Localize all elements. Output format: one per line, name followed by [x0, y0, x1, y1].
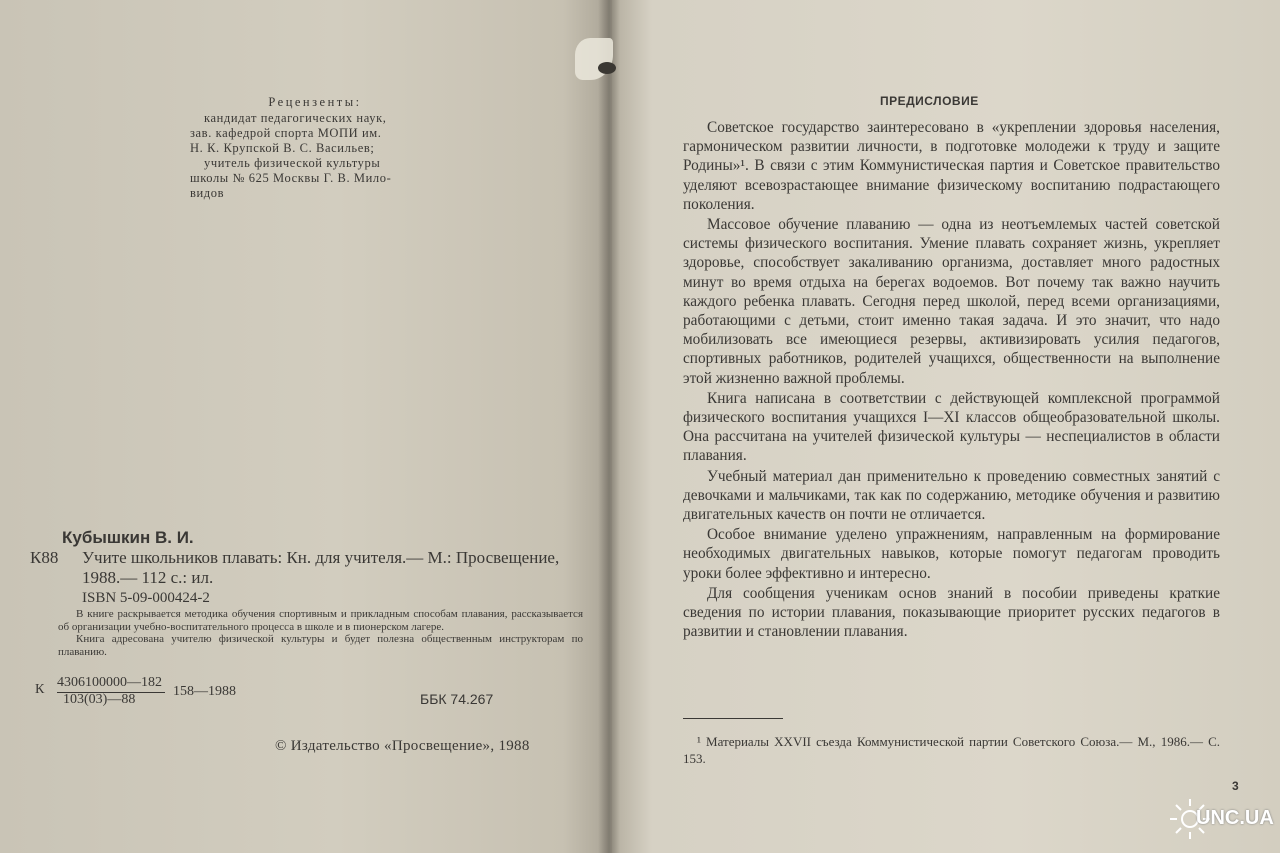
preface-paragraph: Особое внимание уделено упражнениям, направленным на формирование необходимых двигательных навыков, которые помогут педагогам проводить уроки более эффективно и интересно.	[683, 526, 1220, 582]
reviewer-line: Н. К. Крупской В. С. Васильев;	[190, 141, 375, 155]
reviewer-line: зав. кафедрой спорта МОПИ им.	[190, 126, 382, 140]
preface-text	[683, 118, 1220, 641]
reviewer-line: учитель физической культуры	[204, 156, 381, 170]
k-index-denominator: 103(03)—88	[63, 692, 136, 707]
page-number: 3	[1232, 779, 1239, 793]
book-gutter	[598, 0, 620, 853]
annotation-paragraph: Книга адресована учителю физической культуры и будет полезна общественным инструкторам по плаванию.	[58, 633, 583, 658]
k-index-right: 158—1988	[173, 684, 236, 699]
page-title: ПРЕДИСЛОВИЕ	[880, 94, 979, 108]
reviewer-line: кандидат педагогических наук,	[204, 111, 387, 125]
footnote: ¹ Материалы XXVII съезда Коммунистической партии Советского Союза.— М., 1986.— С. 153.	[683, 734, 1220, 766]
preface-paragraph: Книга написана в соответствии с действующей комплексной программой физического воспитания учащихся I—XI классов общеобразовательной школы. Она рассчитана на учителей физической культуры — неспециалистов в области плавания.	[683, 389, 1220, 465]
preface-paragraph: Учебный материал дан применительно к проведению совместных занятий с девочками и мальчиками, так как по содержанию, методике обучения и развитию двигательных качеств он почти не отличается.	[683, 467, 1220, 524]
copyright-notice: © Издательство «Просвещение», 1988	[275, 738, 530, 754]
reviewer-line: видов	[190, 186, 225, 200]
k-index-letter: К	[35, 682, 45, 697]
tear-shadow	[598, 62, 616, 74]
reviewer-line: школы № 625 Москвы Г. В. Мило-	[190, 171, 392, 185]
watermark-text: UNC.UA	[1196, 807, 1274, 829]
annotation	[58, 608, 583, 658]
footnote-rule	[683, 718, 783, 719]
reviewers-block	[190, 95, 440, 201]
preface-paragraph: Советское государство заинтересовано в «укреплении здоровья населения, гармоническом развитии личности, в подготовке молодежи к труду и защите Родины»¹. В связи с этим Коммунистическая партия и Советское правительство уделяют всевозрастающее внимание физическому воспитанию подрастающего поколения.	[683, 119, 1220, 213]
author-name: Кубышкин В. И.	[62, 528, 194, 547]
k-index-numerator: 4306100000—182	[57, 675, 162, 690]
preface-paragraph: Для сообщения ученикам основ знаний в пособии приведены краткие сведения по истории плавания, показывающие приоритет русских педагогов в развитии и становлении плавания.	[683, 584, 1220, 641]
isbn: ISBN 5-09-000424-2	[82, 590, 210, 606]
reviewers-title: Рецензенты:	[268, 95, 362, 109]
bbk-code: ББК 74.267	[420, 691, 494, 707]
book-description: Учите школьников плавать: Кн. для учителя.— М.: Просвещение, 1988.— 112 с.: ил.	[82, 548, 560, 587]
annotation-paragraph: В книге раскрывается методика обучения спортивным и прикладным способам плавания, рассказывается об организации учебно-воспитательного процесса в школе и в пионерском лагере.	[58, 608, 583, 633]
watermark	[1168, 795, 1276, 845]
preface-paragraph: Массовое обучение плаванию — одна из неотъемлемых частей советской системы физического воспитания. Умение плавать сохраняет жизнь, укрепляет здоровье, способствует закаливанию организма, доставляет много радостных минут во время отдыха на берегах водоемов. Вот почему так важно научить каждого ребенка плавать. Сегодня перед школой, перед всеми организациями, работающими с детьми, стоит именно такая задача. И это значит, что надо мобилизовать все имеющиеся резервы, активизировать усилия педагогов, спортивных работников, родителей учащихся, общественности на выполнение этой жизненно важной проблемы.	[683, 216, 1220, 387]
author-code: К88	[30, 548, 59, 567]
